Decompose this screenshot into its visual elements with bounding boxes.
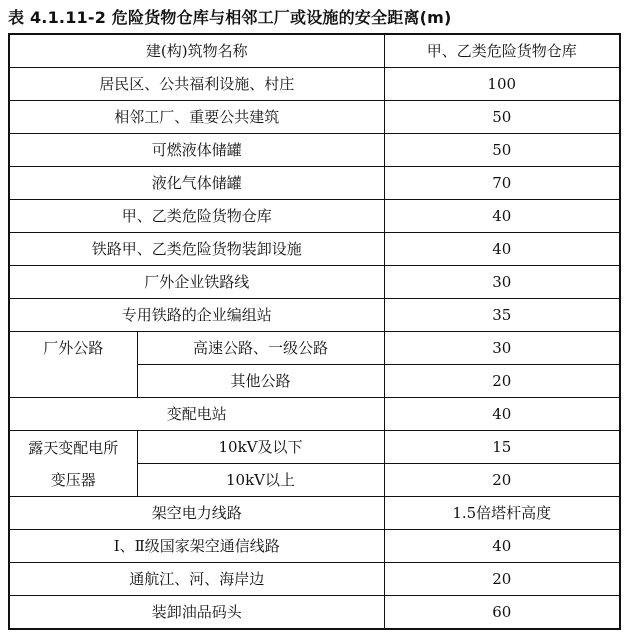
row-name: 专用铁路的企业编组站: [9, 299, 384, 332]
row-value: 30: [384, 332, 620, 365]
table-row: [9, 101, 620, 134]
table-row: [9, 233, 620, 266]
table-row: [9, 398, 620, 431]
row-name: 变配电站: [9, 398, 384, 431]
row-value: 50: [384, 134, 620, 167]
row-name: 液化气体储罐: [9, 167, 384, 200]
table-row: [9, 332, 620, 365]
row-value: 70: [384, 167, 620, 200]
row-value: 100: [384, 68, 620, 101]
table-row: [9, 167, 620, 200]
row-value: 35: [384, 299, 620, 332]
row-value: 40: [384, 233, 620, 266]
table-row: [9, 530, 620, 563]
row-name: 可燃液体储罐: [9, 134, 384, 167]
transformer-label-line1: 露天变配电所: [28, 438, 119, 457]
table-row: [9, 497, 620, 530]
header-distance: 甲、乙类危险货物仓库: [384, 34, 620, 68]
transformer-group-label: [9, 431, 137, 497]
row-name: 相邻工厂、重要公共建筑: [9, 101, 384, 134]
table-row: [9, 200, 620, 233]
row-value: 40: [384, 200, 620, 233]
row-value: 20: [384, 563, 620, 596]
row-value: 50: [384, 101, 620, 134]
table-row: [9, 266, 620, 299]
road-group-label: [9, 332, 137, 398]
row-name: Ⅰ、Ⅱ级国家架空通信线路: [9, 530, 384, 563]
row-value: 1.5倍塔杆高度: [384, 497, 620, 530]
row-value: 60: [384, 596, 620, 630]
table-row: [9, 563, 620, 596]
table-caption: 表 4.1.11-2 危险货物仓库与相邻工厂或设施的安全距离(m): [8, 8, 452, 27]
row-name: 通航江、河、海岸边: [9, 563, 384, 596]
table-row: [9, 68, 620, 101]
row-name: 高速公路、一级公路: [137, 332, 384, 365]
row-name: 居民区、公共福利设施、村庄: [9, 68, 384, 101]
row-name: 10kV及以下: [137, 431, 384, 464]
table-row: [9, 299, 620, 332]
row-value: 20: [384, 365, 620, 398]
header-building-name: 建(构)筑物名称: [9, 34, 384, 68]
road-group-label-text: 厂外公路: [43, 339, 104, 357]
row-name: 架空电力线路: [9, 497, 384, 530]
row-name: 铁路甲、乙类危险货物装卸设施: [9, 233, 384, 266]
row-value: 20: [384, 464, 620, 497]
row-value: 30: [384, 266, 620, 299]
row-name: 甲、乙类危险货物仓库: [9, 200, 384, 233]
row-name: 10kV以上: [137, 464, 384, 497]
transformer-label-line2: 变压器: [50, 470, 96, 489]
table-header-row: [9, 34, 620, 68]
table-row: [9, 134, 620, 167]
row-name: 厂外企业铁路线: [9, 266, 384, 299]
row-name: 装卸油品码头: [9, 596, 384, 630]
table-row: [9, 431, 620, 464]
safety-distance-table: [8, 33, 621, 630]
row-value: 15: [384, 431, 620, 464]
table-row: [9, 596, 620, 630]
row-name: 其他公路: [137, 365, 384, 398]
row-value: 40: [384, 398, 620, 431]
row-value: 40: [384, 530, 620, 563]
